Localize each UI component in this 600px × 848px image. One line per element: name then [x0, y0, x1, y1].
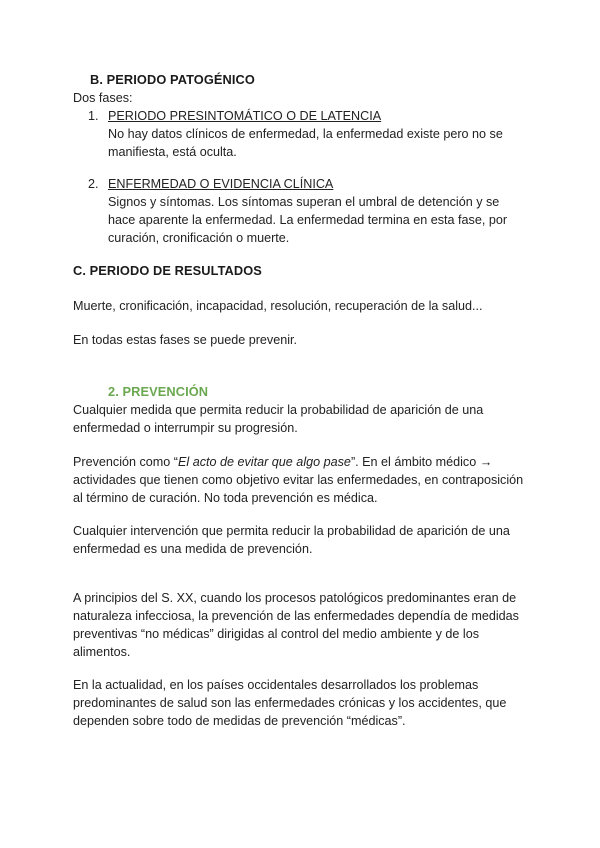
list-number: 1.: [88, 109, 99, 123]
list-number: 2.: [88, 177, 99, 191]
list-item: [88, 107, 543, 161]
section-c-paragraph: Muerte, cronificación, incapacidad, resolución, recuperación de la salud...: [73, 299, 483, 313]
prevencion-title: 2. PREVENCIÓN: [108, 384, 209, 399]
prevencion-definition-paragraph: [73, 453, 528, 507]
prevencion-paragraph: Cualquier medida que permita reducir la probabilidad de aparición de una enfermedad o interrumpir su progresión.: [73, 403, 484, 435]
list-item-body: Signos y síntomas. Los síntomas superan el umbral de detención y se hace aparente la enfermedad. La enfermedad termina en esta fase, por curación, cronificación o muerte.: [108, 195, 508, 245]
prevencion-paragraph: A principios del S. XX, cuando los procesos patológicos predominantes eran de naturaleza infecciosa, la prevención de las enfermedades dependía de medidas preventivas “no médicas” dirigidas al control del medio ambiente y de los alimentos.: [73, 591, 519, 659]
section-b-title: B. PERIODO PATOGÉNICO: [90, 72, 255, 87]
quote-text: El acto de evitar que algo pase: [178, 455, 351, 469]
quote-prefix: Prevención como “: [73, 455, 178, 469]
quote-suffix: ”. En el ámbito médico → actividades que tienen como objetivo evitar las enfermedades, en contraposición al término de curación. No toda prevención es médica.: [73, 455, 524, 505]
section-c-paragraph: En todas estas fases se puede prevenir.: [73, 333, 298, 347]
list-item: [88, 175, 543, 247]
list-item-title: ENFERMEDAD O EVIDENCIA CLÍNICA: [108, 177, 334, 191]
list-item-title: PERIODO PRESINTOMÁTICO O DE LATENCIA: [108, 109, 382, 123]
section-b-intro: Dos fases:: [73, 91, 133, 105]
section-c-title: C. PERIODO DE RESULTADOS: [73, 263, 262, 278]
prevencion-paragraph: En la actualidad, en los países occidentales desarrollados los problemas predominantes de salud son las enfermedades crónicas y los accidentes, que dependen sobre todo de medidas de prevención “médicas”.: [73, 678, 507, 728]
prevencion-paragraph: Cualquier intervención que permita reducir la probabilidad de aparición de una enfermedad es una medida de prevención.: [73, 524, 510, 556]
list-item-body: No hay datos clínicos de enfermedad, la enfermedad existe pero no se manifiesta, está oculta.: [108, 127, 503, 159]
